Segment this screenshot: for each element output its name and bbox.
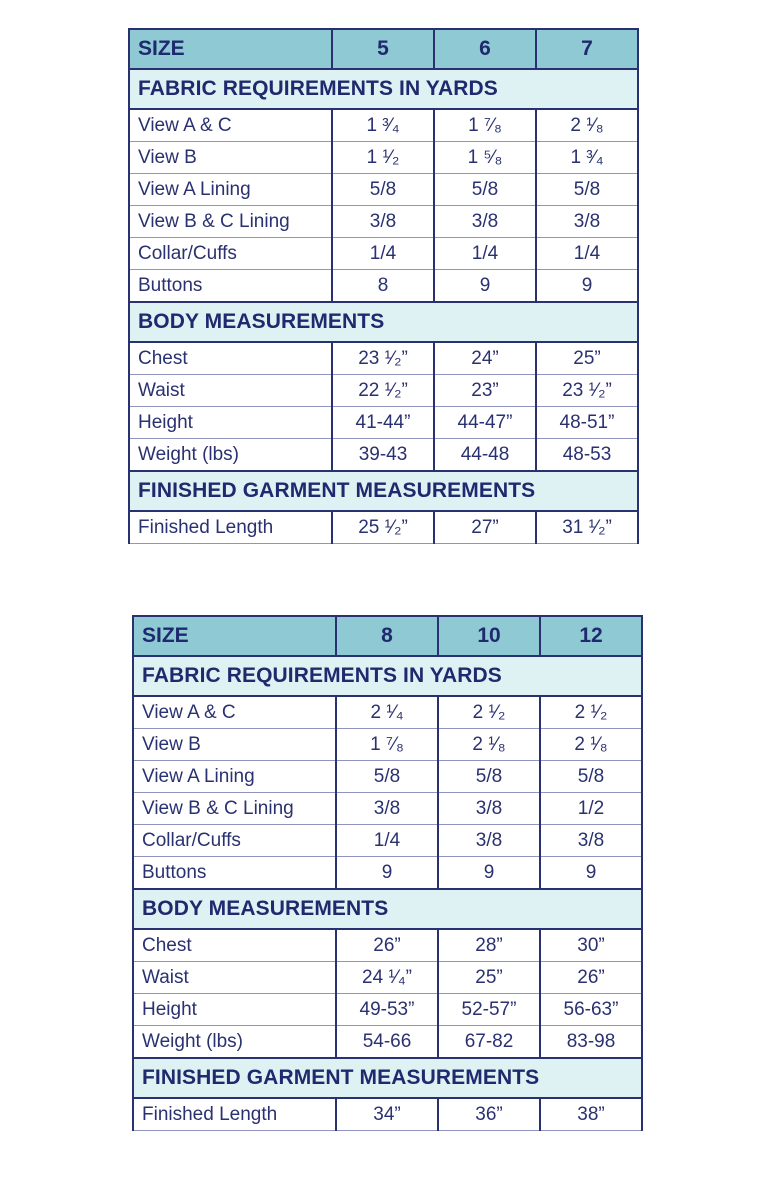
row-label: Waist — [129, 375, 332, 407]
section-title-fabric: FABRIC REQUIREMENTS IN YARDS — [129, 69, 638, 109]
table-row — [133, 793, 642, 825]
size-5: 5 — [332, 29, 434, 69]
cell-value: 3/8 — [332, 206, 434, 238]
row-label: Collar/Cuffs — [129, 238, 332, 270]
row-label: Weight (lbs) — [129, 439, 332, 472]
cell-value: 23 ¹⁄₂” — [332, 342, 434, 375]
section-title-body: BODY MEASUREMENTS — [129, 302, 638, 342]
size-12: 12 — [540, 616, 642, 656]
table-row — [129, 439, 638, 472]
cell-value: 1/2 — [540, 793, 642, 825]
cell-value: 49-53” — [336, 994, 438, 1026]
cell-value: 24” — [434, 342, 536, 375]
cell-value: 3/8 — [434, 206, 536, 238]
row-label: Height — [133, 994, 336, 1026]
cell-value: 2 ¹⁄₈ — [536, 109, 638, 142]
cell-value: 3/8 — [438, 825, 540, 857]
size-8: 8 — [336, 616, 438, 656]
cell-value: 34” — [336, 1098, 438, 1131]
cell-value: 25 ¹⁄₂” — [332, 511, 434, 544]
size-7: 7 — [536, 29, 638, 69]
row-label: View B — [129, 142, 332, 174]
size-header-row — [129, 29, 638, 69]
cell-value: 24 ¹⁄₄” — [336, 962, 438, 994]
cell-value: 9 — [434, 270, 536, 303]
table-row — [133, 761, 642, 793]
table-row — [129, 511, 638, 544]
row-label: Waist — [133, 962, 336, 994]
cell-value: 28” — [438, 929, 540, 962]
cell-value: 44-47” — [434, 407, 536, 439]
size-6: 6 — [434, 29, 536, 69]
table-row — [133, 857, 642, 890]
table-row — [133, 729, 642, 761]
cell-value: 1/4 — [536, 238, 638, 270]
cell-value: 9 — [336, 857, 438, 890]
cell-value: 52-57” — [438, 994, 540, 1026]
cell-value: 56-63” — [540, 994, 642, 1026]
cell-value: 5/8 — [536, 174, 638, 206]
cell-value: 23” — [434, 375, 536, 407]
table-row — [133, 994, 642, 1026]
cell-value: 48-51” — [536, 407, 638, 439]
size-chart-table-1 — [128, 28, 639, 544]
cell-value: 26” — [336, 929, 438, 962]
row-label: View A Lining — [129, 174, 332, 206]
table-row — [129, 142, 638, 174]
table-row — [129, 238, 638, 270]
cell-value: 1/4 — [332, 238, 434, 270]
cell-value: 9 — [536, 270, 638, 303]
cell-value: 1 ³⁄₄ — [332, 109, 434, 142]
row-label: Finished Length — [133, 1098, 336, 1131]
size-10: 10 — [438, 616, 540, 656]
cell-value: 2 ¹⁄₈ — [438, 729, 540, 761]
cell-value: 1 ⁵⁄₈ — [434, 142, 536, 174]
cell-value: 1 ⁷⁄₈ — [336, 729, 438, 761]
cell-value: 1 ³⁄₄ — [536, 142, 638, 174]
cell-value: 25” — [438, 962, 540, 994]
cell-value: 5/8 — [438, 761, 540, 793]
cell-value: 67-82 — [438, 1026, 540, 1059]
table-row — [129, 342, 638, 375]
cell-value: 3/8 — [536, 206, 638, 238]
row-label: View B & C Lining — [129, 206, 332, 238]
section-title-body: BODY MEASUREMENTS — [133, 889, 642, 929]
row-label: Height — [129, 407, 332, 439]
row-label: Chest — [129, 342, 332, 375]
table-row — [129, 270, 638, 303]
cell-value: 2 ¹⁄₂ — [540, 696, 642, 729]
table-row — [129, 407, 638, 439]
table-row — [133, 1026, 642, 1059]
cell-value: 26” — [540, 962, 642, 994]
cell-value: 25” — [536, 342, 638, 375]
row-label: Buttons — [133, 857, 336, 890]
cell-value: 1/4 — [336, 825, 438, 857]
cell-value: 27” — [434, 511, 536, 544]
section-title-fabric: FABRIC REQUIREMENTS IN YARDS — [133, 656, 642, 696]
table-row — [133, 825, 642, 857]
cell-value: 9 — [540, 857, 642, 890]
cell-value: 3/8 — [540, 825, 642, 857]
row-label: Chest — [133, 929, 336, 962]
cell-value: 5/8 — [434, 174, 536, 206]
cell-value: 5/8 — [332, 174, 434, 206]
size-label: SIZE — [129, 29, 332, 69]
section-title-finished: FINISHED GARMENT MEASUREMENTS — [133, 1058, 642, 1098]
size-chart-table-2 — [132, 615, 643, 1131]
size-label: SIZE — [133, 616, 336, 656]
size-header-row — [133, 616, 642, 656]
table-row — [129, 174, 638, 206]
row-label: Finished Length — [129, 511, 332, 544]
cell-value: 1 ⁷⁄₈ — [434, 109, 536, 142]
cell-value: 9 — [438, 857, 540, 890]
cell-value: 36” — [438, 1098, 540, 1131]
cell-value: 41-44” — [332, 407, 434, 439]
cell-value: 3/8 — [438, 793, 540, 825]
cell-value: 3/8 — [336, 793, 438, 825]
cell-value: 5/8 — [336, 761, 438, 793]
table-row — [133, 962, 642, 994]
cell-value: 23 ¹⁄₂” — [536, 375, 638, 407]
row-label: View A & C — [129, 109, 332, 142]
cell-value: 31 ¹⁄₂” — [536, 511, 638, 544]
table-row — [129, 206, 638, 238]
cell-value: 8 — [332, 270, 434, 303]
section-title-finished: FINISHED GARMENT MEASUREMENTS — [129, 471, 638, 511]
row-label: View B & C Lining — [133, 793, 336, 825]
cell-value: 5/8 — [540, 761, 642, 793]
cell-value: 38” — [540, 1098, 642, 1131]
cell-value: 1 ¹⁄₂ — [332, 142, 434, 174]
cell-value: 1/4 — [434, 238, 536, 270]
row-label: Collar/Cuffs — [133, 825, 336, 857]
row-label: Buttons — [129, 270, 332, 303]
cell-value: 2 ¹⁄₈ — [540, 729, 642, 761]
row-label: View A Lining — [133, 761, 336, 793]
row-label: View B — [133, 729, 336, 761]
table-row — [133, 929, 642, 962]
row-label: View A & C — [133, 696, 336, 729]
cell-value: 2 ¹⁄₄ — [336, 696, 438, 729]
cell-value: 2 ¹⁄₂ — [438, 696, 540, 729]
table-row — [129, 109, 638, 142]
cell-value: 48-53 — [536, 439, 638, 472]
row-label: Weight (lbs) — [133, 1026, 336, 1059]
cell-value: 22 ¹⁄₂” — [332, 375, 434, 407]
table-row — [133, 1098, 642, 1131]
table-row — [133, 696, 642, 729]
cell-value: 54-66 — [336, 1026, 438, 1059]
table-row — [129, 375, 638, 407]
cell-value: 44-48 — [434, 439, 536, 472]
cell-value: 83-98 — [540, 1026, 642, 1059]
cell-value: 30” — [540, 929, 642, 962]
cell-value: 39-43 — [332, 439, 434, 472]
